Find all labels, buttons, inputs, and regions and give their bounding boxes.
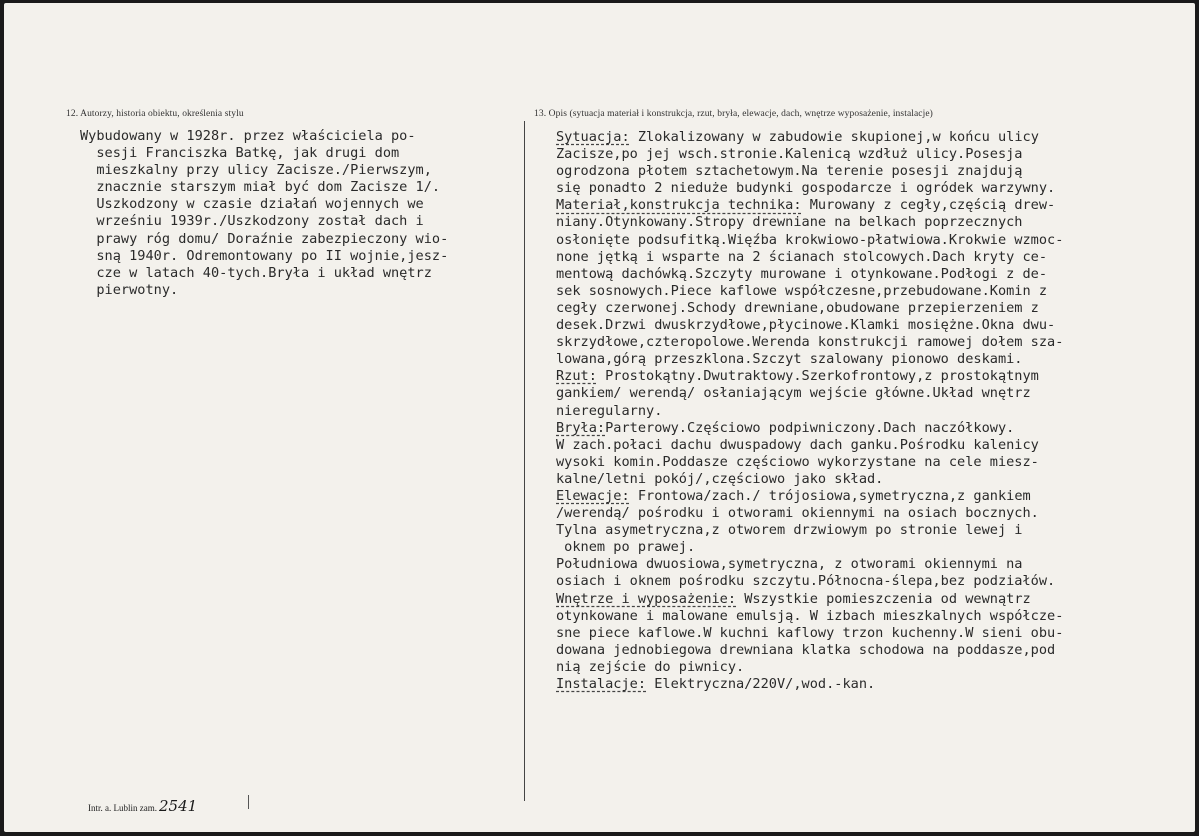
column-divider xyxy=(524,121,525,801)
footer-label: Intr. a. Lublin zam. xyxy=(88,803,157,813)
section-heading: Wnętrze i wyposażenie: xyxy=(556,590,737,607)
description-line xyxy=(556,129,1063,146)
section-heading: Sytuacja: xyxy=(556,129,630,145)
section-12-header: 12. Autorzy, historia obiektu, określenia stylu xyxy=(66,109,244,119)
line-text: kalne/letni pokój/,częściowo jako skład. xyxy=(556,470,884,487)
line-text: Zacisze,po jej wsch.stronie.Kalenicą wzdłuż ulicy.Posesja xyxy=(556,146,1023,163)
line-text: sek sosnowych.Piece kaflowe współczesne,przebudowane.Komin z xyxy=(556,282,1048,299)
footer-stamp xyxy=(88,797,197,815)
description-line xyxy=(556,334,1063,351)
description-line xyxy=(556,232,1063,249)
line-text: Parterowy.Częściowo podpiwniczony.Dach naczółkowy. xyxy=(605,419,1015,436)
history-line: Wybudowany w 1928r. przez właściciela po- xyxy=(80,128,416,144)
description-line xyxy=(556,539,1063,556)
description-line xyxy=(556,214,1063,231)
history-text xyxy=(80,128,448,299)
line-text: wysoki komin.Poddasze częściowo wykorzystane na cele miesz- xyxy=(556,453,1039,470)
description-text xyxy=(556,129,1063,693)
line-text: Zlokalizowany w zabudowie skupionej,w końcu ulicy xyxy=(629,129,1039,145)
line-text: ogrodzona płotem sztachetowym.Na terenie posesji znajdują xyxy=(556,163,1023,180)
history-line: mieszkalny przy ulicy Zacisze./Pierwszym, xyxy=(80,162,432,179)
description-line xyxy=(556,471,1063,488)
section-heading: Bryła: xyxy=(556,419,606,436)
index-card xyxy=(4,3,1195,832)
description-line xyxy=(556,608,1063,625)
history-line: prawy róg domu/ Doraźnie zabezpieczony wio- xyxy=(80,230,449,247)
description-line xyxy=(556,283,1063,300)
history-line: Uszkodzony w czasie działań wojennych we xyxy=(80,196,424,213)
description-line xyxy=(556,488,1063,505)
line-text: mentową dachówką.Szczyty murowane i otynkowane.Podłogi z de- xyxy=(556,265,1048,282)
history-line: znacznie starszym miał być dom Zacisze 1/. xyxy=(80,179,441,196)
description-line xyxy=(556,163,1063,180)
line-text: W zach.połaci dachu dwuspadowy dach ganku.Pośrodku kalenicy xyxy=(556,436,1039,453)
line-text: dowana jednobiegowa drewniana klatka schodowa na poddasze,pod xyxy=(556,641,1056,658)
description-line xyxy=(556,385,1063,402)
section-heading: Rzut: xyxy=(556,368,597,385)
description-line xyxy=(556,266,1063,283)
description-line xyxy=(556,351,1063,368)
line-text: Prostokątny.Dwutraktowy.Szerkofrontowy,z prostokątnym xyxy=(596,368,1039,385)
description-line xyxy=(556,420,1063,437)
section-heading: Materiał,konstrukcja technika: xyxy=(556,197,802,214)
line-text: osłonięte podsufitką.Więźba krokwiowo-płatwiowa.Krokwie wzmoc- xyxy=(556,231,1064,248)
description-line xyxy=(556,437,1063,454)
line-text: Elektryczna/220V/,wod.-kan. xyxy=(646,676,876,692)
description-line xyxy=(556,591,1063,608)
description-line xyxy=(556,454,1063,471)
description-line xyxy=(556,573,1063,590)
line-text: none jętką i wsparte na 2 ścianach stolcowych.Dach kryty ce- xyxy=(556,248,1048,265)
section-13-header: 13. Opis (sytuacja materiał i konstrukcja, rzut, bryła, elewacje, dach, wnętrze wyposażenie, instalacje) xyxy=(534,109,933,119)
inventory-number: 2541 xyxy=(158,797,198,815)
description-line xyxy=(556,642,1063,659)
line-text: Frontowa/zach./ trójosiowa,symetryczna,z gankiem xyxy=(629,487,1031,504)
description-line xyxy=(556,249,1063,266)
line-text: niany.Otynkowany.Stropy drewniane na belkach poprzecznych xyxy=(556,214,1023,231)
line-text: /werendą/ pośrodku i otworami okiennymi na osiach bocznych. xyxy=(556,505,1039,522)
description-line xyxy=(556,625,1063,642)
line-text: sne piece kaflowe.W kuchni kaflowy trzon kuchenny.W sieni obu- xyxy=(556,624,1064,641)
line-text: otynkowane i malowane emulsją. W izbach mieszkalnych współcze- xyxy=(556,607,1064,624)
line-text: się ponadto 2 nieduże budynki gospodarcze i ogródek warzywny. xyxy=(556,180,1056,197)
description-line xyxy=(556,676,1063,693)
line-text: Wszystkie pomieszczenia od wewnątrz xyxy=(736,590,1031,607)
history-line: pierwotny. xyxy=(80,281,179,298)
line-text: gankiem/ werendą/ osłaniającym wejście główne.Układ wnętrz xyxy=(556,385,1031,402)
line-text: Południowa dwuosiowa,symetryczna, z otworami okiennymi na xyxy=(556,556,1023,573)
line-text: nieregularny. xyxy=(556,402,663,419)
history-line: cze w latach 40-tych.Bryła i układ wnętrz xyxy=(80,264,432,281)
description-line xyxy=(556,659,1063,676)
line-text: desek.Drzwi dwuskrzydłowe,płycinowe.Klamki mosiężne.Okna dwu- xyxy=(556,317,1056,334)
section-heading: Instalacje: xyxy=(556,676,647,692)
line-text: skrzydłowe,czteropolowe.Werenda konstrukcji ramowej dołem sza- xyxy=(556,334,1064,351)
line-text: cegły czerwonej.Schody drewniane,obudowane przepierzeniem z xyxy=(556,299,1039,316)
description-line xyxy=(556,556,1063,573)
history-line: wrześniu 1939r./Uszkodzony został dach i xyxy=(80,213,424,230)
description-line xyxy=(556,197,1063,214)
history-line: sesji Franciszka Batkę, jak drugi dom xyxy=(80,145,400,162)
description-line xyxy=(556,317,1063,334)
description-line xyxy=(556,300,1063,317)
description-line xyxy=(556,368,1063,385)
description-line xyxy=(556,522,1063,539)
description-line xyxy=(556,180,1063,197)
line-text: osiach i oknem pośrodku szczytu.Północna-ślepa,bez podziałów. xyxy=(556,573,1056,590)
history-line: sną 1940r. Odremontowany po II wojnie,jesz- xyxy=(80,247,449,264)
footer-tick xyxy=(248,795,249,809)
section-heading: Elewacje: xyxy=(556,487,630,504)
description-line xyxy=(556,146,1063,163)
line-text: lowana,górą przeszklona.Szczyt szalowany pionowo deskami. xyxy=(556,351,1023,368)
description-line xyxy=(556,505,1063,522)
line-text: oknem po prawej. xyxy=(556,539,696,556)
description-line xyxy=(556,403,1063,420)
line-text: Tylna asymetryczna,z otworem drzwiowym po stronie lewej i xyxy=(556,522,1023,539)
line-text: Murowany z cegły,częścią drew- xyxy=(801,197,1056,214)
line-text: nią zejście do piwnicy. xyxy=(556,658,745,675)
